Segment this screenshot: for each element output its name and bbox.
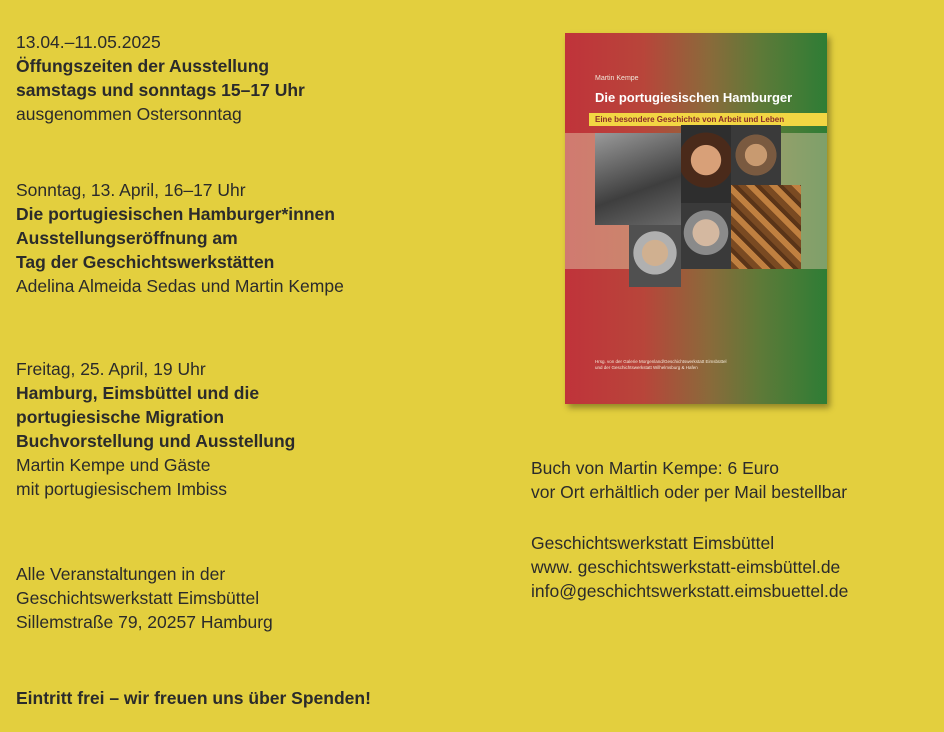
book-cover-subtitle: Eine besondere Geschichte von Arbeit und Leben [589,113,827,126]
contact-email-link[interactable]: info@geschichtswerkstatt.eimsbuettel.de [531,581,849,601]
admission-note [16,686,371,710]
opening-dates: 13.04.–11.05.2025 [16,32,161,52]
opening-section [16,30,305,126]
opening-exception: ausgenommen Ostersonntag [16,104,242,124]
photo-station [595,133,681,225]
book-cover-image [565,33,827,404]
event-book-section [16,357,295,501]
event2-title-line: portugiesische Migration [16,407,225,427]
photo-man-bearded [681,203,731,269]
contact-name: Geschichtswerkstatt Eimsbüttel [531,533,775,553]
event2-when: Freitag, 25. April, 19 Uhr [16,359,206,379]
opening-title: Öffungszeiten der Ausstellung [16,56,270,76]
event1-people: Adelina Almeida Sedas und Martin Kempe [16,276,344,296]
event1-title-line: Tag der Geschichtswerkstätten [16,252,275,272]
event-opening-section [16,178,344,298]
event1-title-line: Ausstellungseröffnung am [16,228,238,248]
photo-woman-glasses [731,125,781,185]
venue-line: Geschichtswerkstatt Eimsbüttel [16,588,260,608]
photo-food [731,185,801,269]
contact-website-link[interactable]: www. geschichtswerkstatt-eimsbüttel.de [531,557,841,577]
book-cover-title: Die portugiesischen Hamburger [595,90,793,105]
venue-line: Sillemstraße 79, 20257 Hamburg [16,612,273,632]
event2-title-line: Buchvorstellung und Ausstellung [16,431,296,451]
book-info-line: vor Ort erhältlich oder per Mail bestellbar [531,482,848,502]
imprint-line: und der Geschichtswerkstatt Wilhelmsburg & Hafen [595,365,698,370]
event2-people-line: mit portugiesischem Imbiss [16,479,228,499]
photo-man-older [629,225,681,287]
venue-line: Alle Veranstaltungen in der [16,564,226,584]
book-cover-author: Martin Kempe [595,75,639,82]
book-cover-imprint [595,359,795,371]
event1-title-line: Die portugiesischen Hamburger*innen [16,204,335,224]
book-info [531,456,847,504]
book-info-line: Buch von Martin Kempe: 6 Euro [531,458,780,478]
admission-text: Eintritt frei – wir freuen uns über Spenden! [16,688,371,708]
event2-people-line: Martin Kempe und Gäste [16,455,211,475]
imprint-line: Hrsg. von der Galerie Morgenland/Geschichtswerkstatt Eimsbüttel [595,359,727,364]
venue-section [16,562,273,634]
event1-when: Sonntag, 13. April, 16–17 Uhr [16,180,246,200]
opening-hours: samstags und sonntags 15–17 Uhr [16,80,305,100]
photo-woman [681,125,731,203]
event2-title-line: Hamburg, Eimsbüttel und die [16,383,260,403]
contact-info [531,531,848,603]
